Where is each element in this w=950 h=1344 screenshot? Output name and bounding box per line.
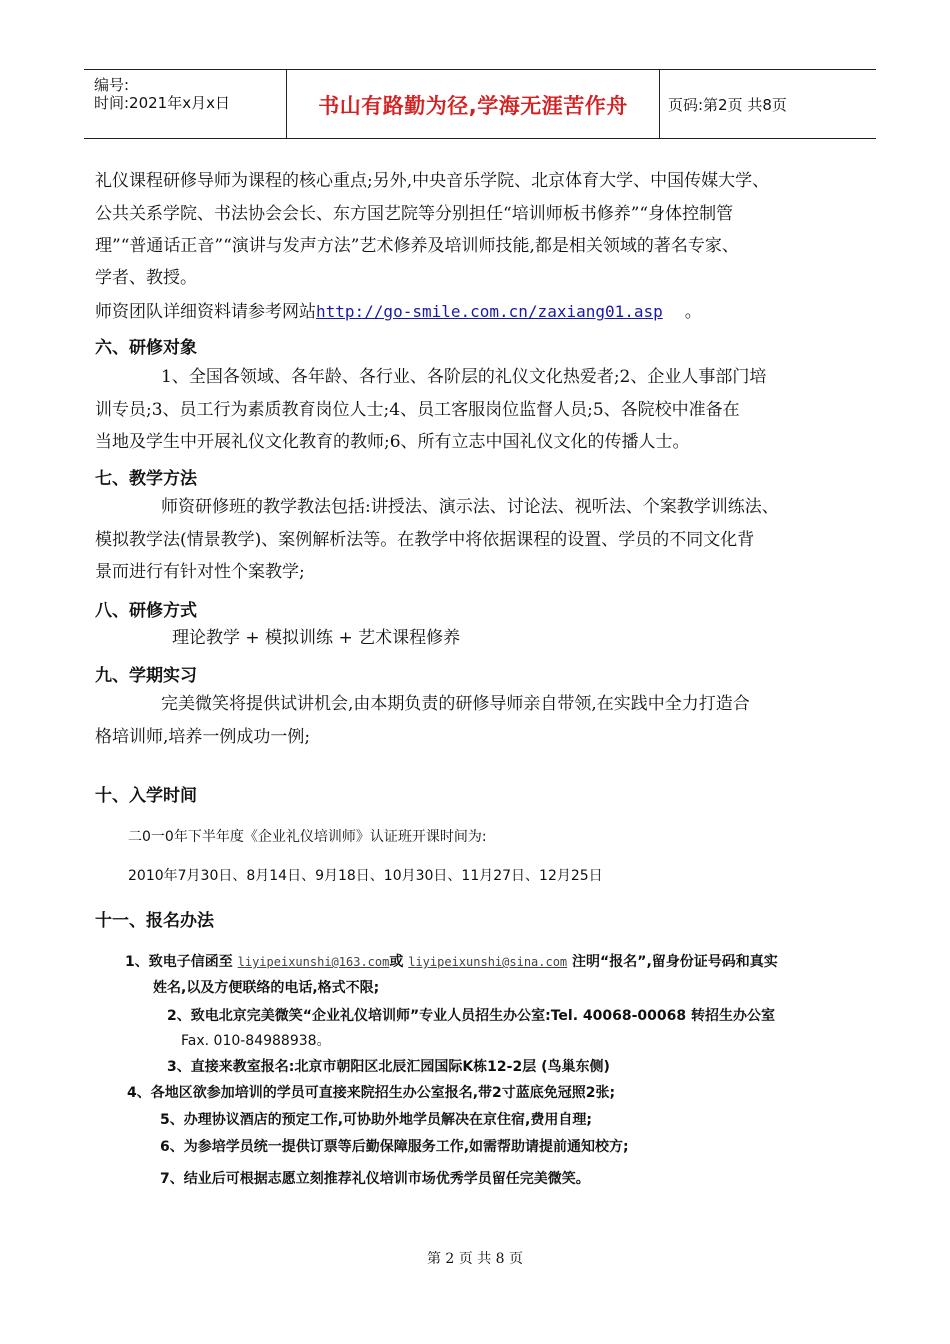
section-10-line-2: 2010年7月30日、8月14日、9月18日、10月30日、11月27日、12月25日 <box>128 868 603 884</box>
reference-link[interactable]: http://go-smile.com.cn/zaxiang01.asp <box>316 302 663 321</box>
section-7-line-3: 景而进行有针对性个案教学; <box>95 562 305 582</box>
section-6-title: 六、研修对象 <box>95 338 197 358</box>
time-label: 时间:2021年x月x日 <box>94 94 230 112</box>
intro-line-3: 理”“普通话正音”“演讲与发声方法”艺术修养及培训师技能,都是相关领域的著名专家、 <box>95 236 739 256</box>
section-8-title: 八、研修方式 <box>95 601 197 621</box>
enroll-item-3: 3、直接来教室报名:北京市朝阳区北辰汇园国际K栋12-2层 (鸟巢东侧) <box>167 1059 610 1075</box>
enroll-item-5: 5、办理协议酒店的预定工作,可协助外地学员解决在京住宿,费用自理; <box>160 1112 592 1128</box>
enroll-item-2-line-2: Fax. 010-84988938。 <box>181 1033 331 1049</box>
section-6-line-2: 训专员;3、员工行为素质教育岗位人士;4、员工客服岗位监督人员;5、各院校中准备在 <box>95 400 740 420</box>
section-7-title: 七、教学方法 <box>95 469 197 489</box>
email-link-sina[interactable]: liyipeixunshi@sina.com <box>408 955 568 969</box>
enroll-item-4: 4、各地区欲参加培训的学员可直接来院招生办公室报名,带2寸蓝底免冠照2张; <box>127 1085 616 1101</box>
section-9-line-2: 格培训师,培养一例成功一例; <box>95 727 311 747</box>
enroll-item-1-suffix: 注明“报名”,留身份证号码和真实 <box>572 954 778 970</box>
intro-line-1: 礼仪课程研修导师为课程的核心重点;另外,中央音乐学院、北京体育大学、中国传媒大学、 <box>95 171 770 191</box>
section-6-line-1: 1、全国各领域、各年龄、各行业、各阶层的礼仪文化热爱者;2、企业人事部门培 <box>161 367 767 387</box>
reference-suffix: 。 <box>684 302 702 322</box>
enroll-item-1 <box>125 951 778 971</box>
section-10-title: 十、入学时间 <box>95 786 197 806</box>
email-link-163[interactable]: liyipeixunshi@163.com <box>237 955 390 969</box>
section-9-line-1: 完美微笑将提供试讲机会,由本期负责的研修导师亲自带领,在实践中全力打造合 <box>161 694 750 714</box>
section-10-line-1: 二0一0年下半年度《企业礼仪培训师》认证班开课时间为: <box>128 829 487 845</box>
enroll-item-6: 6、为参培学员统一提供订票等后勤保障服务工作,如需帮助请提前通知校方; <box>160 1139 629 1155</box>
section-7-line-1: 师资研修班的教学教法包括:讲授法、演示法、讨论法、视听法、个案教学训练法、 <box>161 497 779 517</box>
intro-line-2: 公共关系学院、书法协会会长、东方国艺院等分别担任“培训师板书修养”“身体控制管 <box>95 204 734 224</box>
section-9-title: 九、学期实习 <box>95 666 197 686</box>
motto: 书山有路勤为径,学海无涯苦作舟 <box>318 94 628 118</box>
section-8-line-1: 理论教学 + 模拟训练 + 艺术课程修养 <box>172 628 461 648</box>
header-page-cell <box>658 70 876 138</box>
section-7-line-2: 模拟教学法(情景教学)、案例解析法等。在教学中将依据课程的设置、学员的不同文化背 <box>95 530 755 550</box>
enroll-item-1-line-2: 姓名,以及方便联络的电话,格式不限; <box>153 980 380 996</box>
number-label: 编号: <box>94 76 130 94</box>
enroll-item-7: 7、结业后可根据志愿立刻推荐礼仪培训市场优秀学员留任完美微笑。 <box>160 1171 590 1187</box>
section-11-title: 十一、报名办法 <box>95 911 214 931</box>
reference-line <box>95 302 702 322</box>
enroll-item-1-or: 或 <box>389 954 404 970</box>
reference-prefix: 师资团队详细资料请参考网站 <box>95 302 316 322</box>
header-table <box>84 69 876 139</box>
enroll-item-1-prefix: 1、致电子信函至 <box>125 954 233 970</box>
intro-line-4: 学者、教授。 <box>95 268 197 288</box>
header-meta-cell <box>84 70 286 138</box>
section-6-line-3: 当地及学生中开展礼仪文化教育的教师;6、所有立志中国礼仪文化的传播人士。 <box>95 432 690 452</box>
header-motto-cell <box>286 70 660 138</box>
page-number-label: 页码:第2页 共8页 <box>668 96 787 114</box>
page-footer: 第 2 页 共 8 页 <box>426 1251 524 1267</box>
enroll-item-2-line-1: 2、致电北京完美微笑“企业礼仪培训师”专业人员招生办公室:Tel. 40068-00068 转招生办公室 <box>167 1008 776 1024</box>
